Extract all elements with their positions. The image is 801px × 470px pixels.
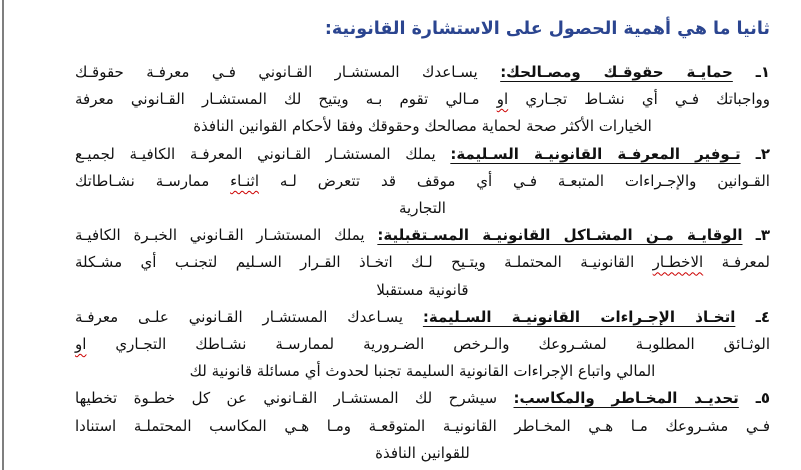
text-line xyxy=(75,195,770,222)
text-line xyxy=(75,59,770,86)
text-segment: الوثـائق المطلوبـة لمشـروعك والـرخص الضـرورية لممارسـة نشـاطك التجـاري xyxy=(86,335,770,354)
misspelled-word: الاخطـار xyxy=(652,253,704,272)
item-number: ٥ـ xyxy=(738,389,770,408)
page-edge-line xyxy=(2,0,4,470)
list-item xyxy=(75,385,770,467)
text-line xyxy=(75,385,770,412)
item-title: تـوفير المعرفـة القانونيـة السـليمة: xyxy=(450,144,741,163)
text-line xyxy=(75,141,770,168)
text-segment: يملك المستشـار القـانوني الخبـرة الكافيـة xyxy=(75,226,378,245)
text-segment: يسـاعدك المستشـار القـانوني علـى معرفـة xyxy=(75,307,423,326)
text-line xyxy=(75,86,770,113)
misspelled-word: او xyxy=(496,90,509,109)
text-line xyxy=(75,277,770,304)
text-segment: يملك المستشـار القـانوني المعرفـة الكافيـة لجميـع xyxy=(75,144,451,163)
text-segment: لمعرفـة xyxy=(703,253,770,272)
text-segment: التجارية xyxy=(399,199,446,218)
text-segment: المالي واتباع الإجراءات القانونية السليمة تجنبا لحدوث أي مسائلة قانونية لك xyxy=(189,362,656,381)
misspelled-word: او xyxy=(75,335,87,354)
text-segment: يسـاعدك المستشـار القـانوني فـي معرفـة حقوقـك xyxy=(75,63,501,81)
item-number: ١ـ xyxy=(732,63,771,81)
text-segment: القانونيـة المحتملـة ويتـيح لـك اتخـاذ القـرار السـليم لتجنـب أي مشـكلة xyxy=(75,253,653,272)
item-title: تحديـد المخـاطر والمكاسب: xyxy=(513,389,739,408)
text-line xyxy=(75,168,770,195)
text-segment: القـوانين والإجـراءات المتبعـة فـي أي موقف قد تتعرض لـه xyxy=(259,171,770,190)
text-segment: ممارسـة نشـاطاتك xyxy=(75,171,231,190)
text-line xyxy=(75,222,770,249)
text-segment: وواجباتك فـي أي نشـاط تجـاري xyxy=(508,90,770,109)
text-segment: فـي مشـروعك مـا هـي المخـاطر القانونيـة المتوقعـة ومـا هـي المكاسب المحتملـة استنادا xyxy=(75,416,770,435)
list-item xyxy=(75,222,770,304)
misspelled-word: اثنـاء xyxy=(230,171,259,190)
item-title: حمايـة حقوقـك ومصـالحك: xyxy=(500,63,733,81)
item-number: ٢ـ xyxy=(740,144,770,163)
item-title: اتخـاذ الإجـراءات القانونيـة السـليمة: xyxy=(422,307,736,326)
list-item xyxy=(75,304,770,386)
text-segment: مـالي تقوم بـه ويتيح لك المستشـار القـانوني معرفة xyxy=(75,90,497,109)
item-title: الوقايـة مـن المشـاكل القانونيـة المسـتقبلية: xyxy=(377,226,743,245)
items-list xyxy=(75,59,770,467)
list-item xyxy=(75,141,770,223)
text-line xyxy=(75,331,770,358)
text-line xyxy=(75,440,770,467)
text-line xyxy=(75,304,770,331)
item-number: ٣ـ xyxy=(742,226,771,245)
text-line xyxy=(75,249,770,276)
section-heading: ثانيا ما هي أهمية الحصول على الاستشارة القانونية: xyxy=(324,19,770,39)
item-number: ٤ـ xyxy=(735,307,770,326)
text-segment: سيشرح لك المستشـار القـانوني عن كل خطـوة تخطيها xyxy=(75,389,514,408)
text-segment: الخيارات الأكثر صحة لحماية مصالحك وحقوقك وفقا لأحكام القوانين النافذة xyxy=(193,117,652,136)
document-content xyxy=(75,16,770,467)
list-item xyxy=(75,59,770,141)
text-segment: للقوانين النافذة xyxy=(375,443,470,462)
text-line xyxy=(75,113,770,140)
text-segment: قانونية مستقبلا xyxy=(376,280,469,299)
text-line xyxy=(75,413,770,440)
text-line xyxy=(75,358,770,385)
